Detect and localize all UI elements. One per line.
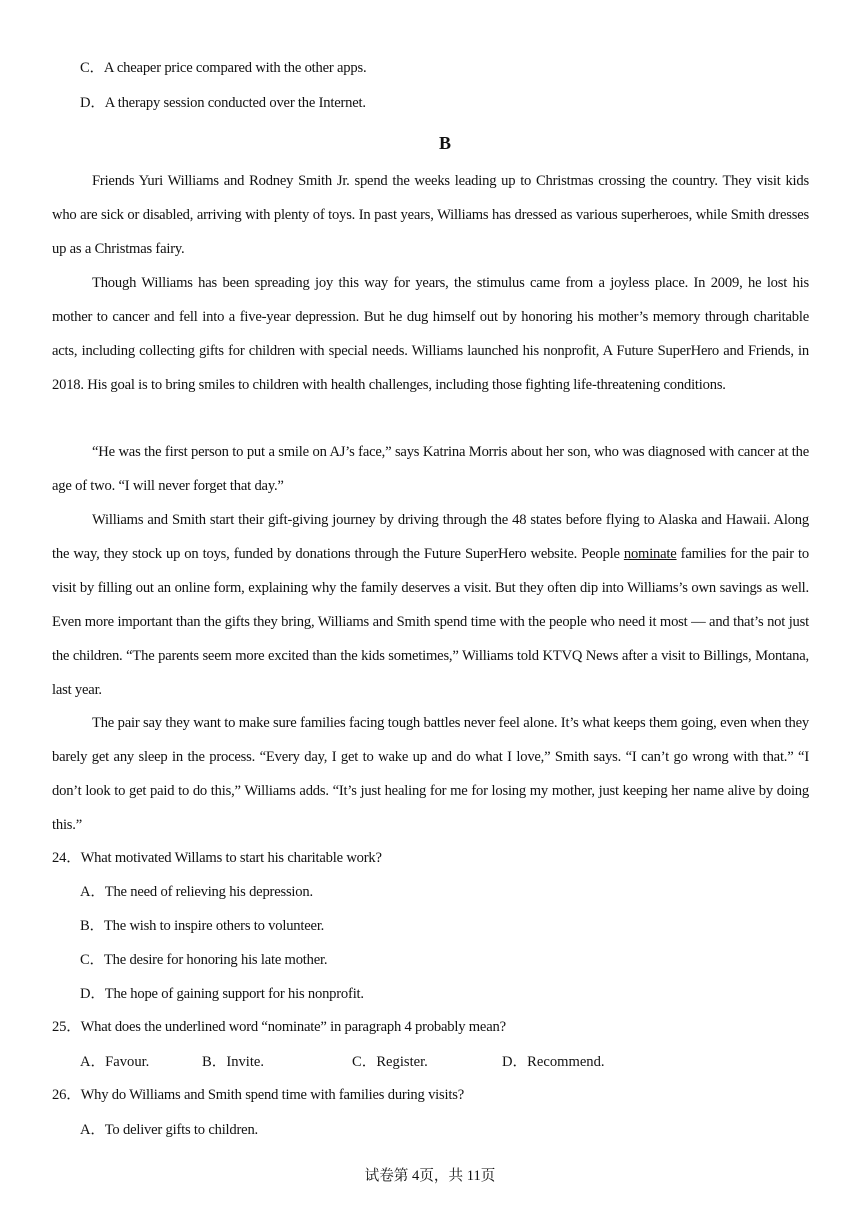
passage-paragraph-2: Though Williams has been spreading joy this way for years, the stimulus came from a joyless place. In 2009, he lost his mother to cancer and fell into a five-year depression. But he dug himself out by honoring his mother’s memory through charitable acts, including collecting gifts for children with special needs. Williams launched his nonprofit, A Future SuperHero and Friends, in 2018. His goal is to bring smiles to children with health challenges, including those fighting life-threatening conditions. [52, 275, 809, 393]
question-25-stem: 25．What does the underlined word “nominate” in paragraph 4 probably mean? [52, 1019, 506, 1035]
paragraph-4-text-after: families for the pair to visit by filling out an online form, explaining why the family deserves a visit. But they often dip into Williams’s own savings as well. Even more important than the gifts they bring, Williams and Smith spend time with the people who need it most — and that’s not just the children. “The parents seem more excited than the kids sometimes,” Williams told KTVQ News after a visit to Billings, Montana, last year. [52, 545, 809, 698]
underlined-word-nominate: nominate [623, 545, 677, 562]
question-24-option-b[interactable]: B．The wish to inspire others to volunteer. [80, 918, 325, 934]
passage-paragraph-3: “He was the first person to put a smile on AJ’s face,” says Katrina Morris about her son, who was diagnosed with cancer at the age of two. “I will never forget that day.” [52, 444, 809, 494]
question-24-option-d[interactable]: D．The hope of gaining support for his nonprofit. [80, 986, 364, 1002]
passage-paragraph-1: Friends Yuri Williams and Rodney Smith Jr. spend the weeks leading up to Christmas crossing the country. They visit kids who are sick or disabled, arriving with plenty of toys. In past years, Williams has dressed as various superheroes, while Smith dresses up as a Christmas fairy. [52, 173, 809, 257]
page-footer: 试卷第 4页，共 11页 [364, 1168, 496, 1184]
prev-option-d: D．A therapy session conducted over the Internet. [80, 95, 366, 111]
question-24-stem: 24．What motivated Willams to start his charitable work? [52, 850, 382, 866]
question-26-option-a[interactable]: A．To deliver gifts to children. [80, 1122, 258, 1138]
question-25-option-c[interactable]: C．Register. [352, 1054, 428, 1070]
question-24-option-c[interactable]: C．The desire for honoring his late mother. [80, 952, 328, 968]
passage-paragraph-5: The pair say they want to make sure families facing tough battles never feel alone. It’s what keeps them going, even when they barely get any sleep in the process. “Every day, I get to wake up and do what I love,” Smith says. “I can’t go wrong with that.” “I don’t look to get paid to do this,” Williams adds. “It’s just healing for me for losing my mother, just keeping her name alive by doing this.” [52, 715, 809, 833]
question-26-stem: 26．Why do Williams and Smith spend time with families during visits? [52, 1087, 464, 1103]
question-24-option-a[interactable]: A．The need of relieving his depression. [80, 884, 313, 900]
section-label: B [438, 133, 451, 153]
paragraph-4-text-before: Williams and Smith start their gift-giving journey by driving through the 48 states before flying to Alaska and Hawaii. Along the way, they stock up on toys, funded by donations through the Future SuperHero website. People [52, 512, 809, 562]
prev-option-c: C．A cheaper price compared with the other apps. [80, 60, 367, 76]
question-25-option-b[interactable]: B．Invite. [202, 1054, 265, 1070]
passage-paragraph-4 [52, 504, 809, 707]
question-25-option-d[interactable]: D．Recommend. [502, 1054, 605, 1070]
question-25-option-a[interactable]: A．Favour. [80, 1054, 150, 1070]
